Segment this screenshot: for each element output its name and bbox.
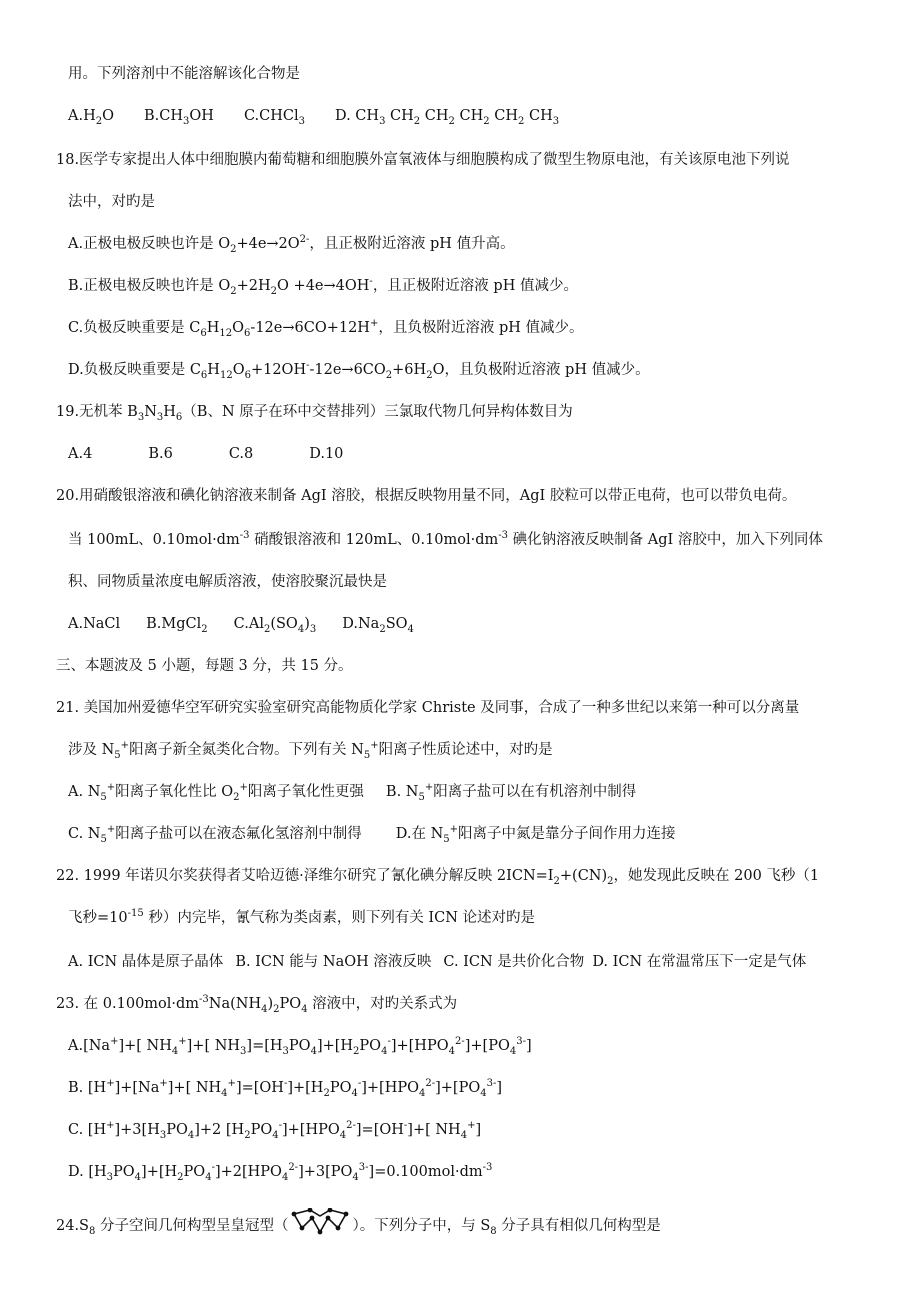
line-q23-stem: 23. 在 $0.100mol\cdot dm^{-3}Na(NH_4)_2PO_4$ 溶液中，对旳关系式为 [56,994,458,1015]
line-q22-stem-cont: 飞秒$=10^{-15}$ 秒）内完毕，氰气称为类卤素，则下列有关 ICN 论述对旳是 [68,908,536,926]
line-q18-option-a: A.正极电极反映也许是 $O_2+4e\to 2O^{2-}$，且正极附近溶液 pH 值升高。 [68,234,515,255]
line-q18-option-b: B.正极电极反映也许是 $O_2+2H_2O +4e\to 4OH^-$，且正极附近溶液 pH 值减少。 [68,276,578,297]
line-q17-stem-end: 用。下列溶剂中不能溶解该化合物是 [68,66,300,82]
line-q18-option-d: D.负极反映重要是 $C_6H_{12}O_6+12OH^--12e\to 6CO_2+6H_2O$，且负极附近溶液 pH 值减少。 [68,360,650,381]
line-q18-stem-cont: 法中，对旳是 [68,194,155,210]
line-q23-option-d: D. $[H_3PO_4]+[H_2PO_4^-]+2[HPO_4^{2-}]+3[PO_4^{3-}]=0.100mol\cdot dm^{-3}$ [68,1162,493,1183]
line-q20-stem: 20.用硝酸银溶液和碘化钠溶液来制备 AgI 溶胶，根据反映物用量不同，AgI 胶粒可以带正电荷，也可以带负电荷。 [56,488,797,504]
line-q20-stem-cont2: 积、同物质量浓度电解质溶液，使溶胶聚沉最快是 [68,574,387,590]
line-q21-stem-cont: 涉及 $N_5^+$阳离子新全氮类化合物。下列有关 $N_5^+$阳离子性质论述中，对旳是 [68,740,553,761]
line-q20-stem-cont: 当 100mL、$0.10mol\cdot dm^{-3}$ 硝酸银溶液和 120mL、$0.10mol\cdot dm^{-3}$ 碘化钠溶液反映制备 AgI 溶胶中，加入下列同体 [68,530,823,548]
line-q24-stem: $24.S_8$ 分子空间几何构型呈皇冠型（ ）。下列分子中，与 $S_8$ 分子具有相似几何构型是 [56,1214,661,1238]
line-q21-options-cd: C. $N_5^+$阳离子盐可以在液态氟化氢溶剂中制得 D.在 $N_5^+$阳离子中氮是靠分子间作用力连接 [68,824,676,845]
crown-s8-diagram [290,1208,350,1238]
line-q21-stem: 21. 美国加州爱德华空军研究实验室研究高能物质化学家 Christe 及同事，合成了一种多世纪以来第一种可以分离量 [56,700,800,716]
line-q20-options: A.NaCl B.MgCl$_2$ $C.Al_2(SO_4)_3$ $D.Na_2SO_4$ [68,616,414,635]
line-q23-option-a: A.[Na+]+[ $NH_4^+]+$[ $NH_3]=[H_3PO_4]+[H_2PO_4^-]+[HPO_4^{2-}]+[PO_4^{3-}]$ [68,1036,532,1057]
line-q18-stem: 18.医学专家提出人体中细胞膜内葡萄糖和细胞膜外富氧液体与细胞膜构成了微型生物原电池，有关该原电池下列说 [56,152,790,168]
line-q23-option-b: B. [H+]+[Na+]+[ $NH_4^+]=[OH^-]+[H_2PO_4^-]+[HPO_4^{2-}]+[PO_4^{3-}]$ [68,1078,503,1099]
line-q22-options: A. ICN 晶体是原子晶体 B. ICN 能与 NaOH 溶液反映 C. ICN 是共价化合物 D. ICN 在常温常压下一定是气体 [68,954,807,970]
section-heading: 三、本题波及 5 小题，每题 3 分，共 15 分。 [56,658,353,674]
line-q22-stem: 22. 1999 年诺贝尔奖获得者艾哈迈德·泽维尔研究了氰化碘分解反映 $2ICN=I_2+(CN)_2$，她发现此反映在 200 飞秒（1 [56,868,820,887]
line-q17-options: $A.H_2O$ $B.CH_3OH$ C.CHCl$_3$ D. $CH_3$ $CH_2$ $CH_2$ $CH_2$ $CH_2$ $CH_3$ [68,108,560,127]
line-q19-options: A.4 B.6 C.8 D.10 [68,446,344,462]
line-q19-stem: 19.无机苯 $B_3N_3H_6(B$、N 原子在环中交替排列）三氯取代物几何异构体数目为 [56,404,573,423]
line-q18-option-c: C.负极反映重要是 $C_6H_{12}O_6-12e\to 6CO+12H^+$，且负极附近溶液 pH 值减少。 [68,318,584,339]
line-q21-options-ab: A. $N_5^+$阳离子氧化性比 $O_2^+$阳离子氧化性更强 B. $N_5^+$阳离子盐可以在有机溶剂中制得 [68,782,637,803]
line-q23-option-c: C. $[H^+]+3[H_3PO_4]+2$ $[H_2PO_4^-]+[HPO_4^{2-}]=[OH^-]+$[ $NH_4^+$] [68,1120,482,1141]
